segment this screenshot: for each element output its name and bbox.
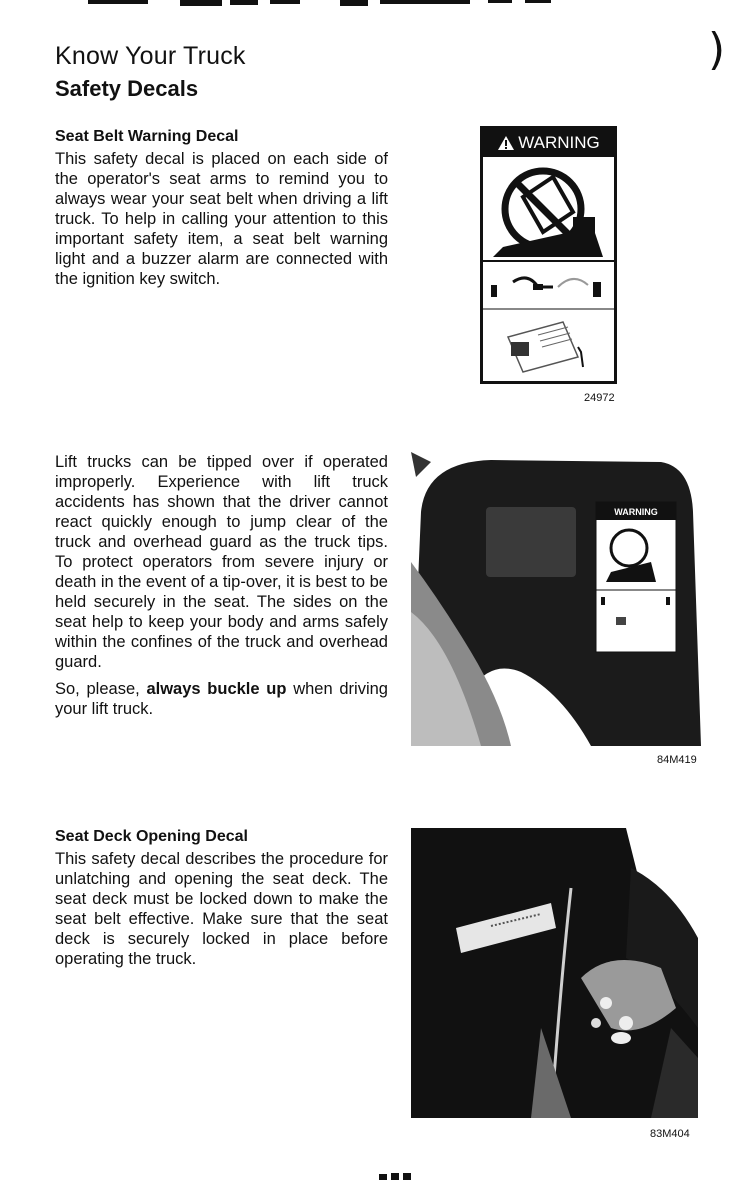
seat-photo-figure: [411, 452, 701, 746]
page-subtitle: Safety Decals: [55, 76, 199, 101]
warning-triangle-icon: [497, 135, 515, 151]
section-body: This safety decal describes the procedure for unlatching and opening the seat deck. The seat deck must be locked down to make the seat belt effective. Make sure that the seat deck is securely locked in place before operating the truck.: [55, 850, 388, 968]
decal-header: [483, 129, 614, 157]
decal-header-text: WARNING: [614, 507, 658, 517]
figure-caption: 83M404: [650, 1128, 690, 1140]
seat-deck-photo-figure: [411, 828, 698, 1118]
seat-photo: [411, 452, 701, 746]
section-heading: Seat Deck Opening Decal: [55, 828, 248, 845]
seat-deck-photo: [411, 828, 698, 1118]
scan-marks: [80, 0, 560, 14]
note-suffix: when driving your lift truck.: [55, 680, 388, 718]
margin-mark: ): [708, 24, 726, 75]
tipover-pictogram-icon: [483, 157, 614, 381]
section-seat-belt: [55, 127, 388, 296]
note-prefix: So, please,: [55, 680, 147, 698]
section-tipover: [55, 452, 388, 726]
warning-decal-figure: [480, 126, 617, 384]
figure-caption: 84M419: [657, 754, 697, 766]
section-seat-deck: [55, 827, 388, 976]
section-body: This safety decal is placed on each side of the operator's seat arms to remind you to always wear your seat belt when driving a lift truck. To help in calling your attention to this important safety item, a seat belt warning light and a buzzer alarm are connected with the ignition key switch.: [55, 150, 388, 288]
buckle-up-note: [55, 679, 388, 719]
section-body: Lift trucks can be tipped over if operated improperly. Experience with lift truck accidents has shown that the driver cannot react quickly enough to jump clear of the truck and overhead guard as the truck tips. To protect operators from severe injury or death in the event of a tip-over, it is best to be held securely in the seat. The sides on the seat help to keep your body and arms safely within the confines of the truck and overhead guard.: [55, 453, 388, 671]
section-heading: Seat Belt Warning Decal: [55, 128, 239, 145]
figure-caption: 24972: [584, 392, 615, 404]
note-emphasis: always buckle up: [146, 680, 287, 698]
page-number-marks: [375, 1170, 415, 1180]
decal-header-text: WARNING: [518, 133, 600, 152]
section-title: Know Your Truck: [55, 42, 246, 70]
